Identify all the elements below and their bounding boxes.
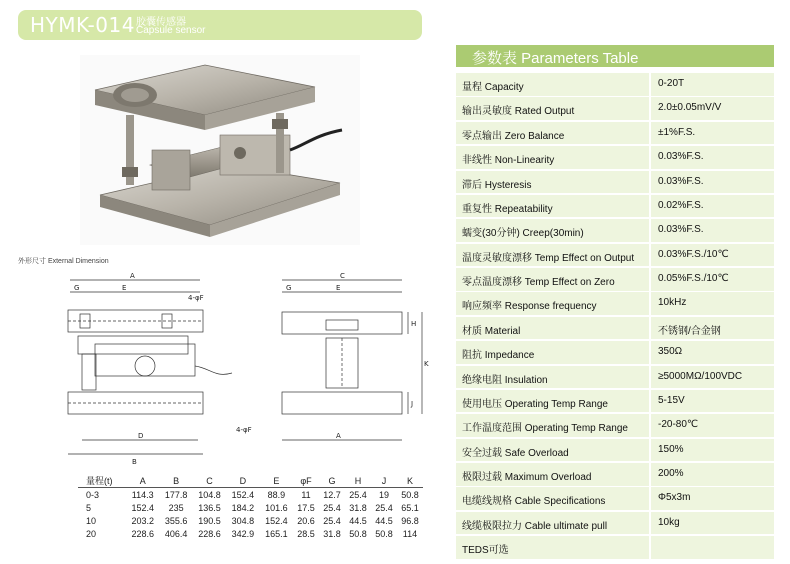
table-cell: 228.6: [131, 528, 154, 539]
side-dim-label-k: K: [424, 360, 429, 368]
product-photo: [80, 55, 360, 245]
table-cell: 11: [301, 489, 311, 500]
param-value: Φ5x3m: [658, 492, 691, 504]
param-value: 0.03%F.S.: [658, 175, 704, 187]
model-number: HYMK-014: [30, 13, 135, 37]
param-row-creep: [456, 219, 774, 242]
table-cell: 31.8: [323, 528, 341, 539]
param-value: ≥5000MΩ/100VDC: [658, 370, 743, 382]
column-divider: [649, 341, 651, 364]
param-label: 材质 Material: [462, 325, 521, 337]
param-value: 不锈钢/合金钢: [658, 325, 721, 337]
column-divider: [649, 536, 651, 559]
col-header: E: [273, 475, 280, 486]
table-cell: 50.8: [375, 528, 393, 539]
param-label: 量程 Capacity: [462, 82, 524, 93]
param-row-zero-balance: [456, 122, 774, 145]
side-view: [282, 272, 429, 440]
side-dim-label-a: A: [336, 432, 341, 440]
param-label: 非线性 Non-Linearity: [462, 155, 555, 167]
dim-label-phif-top: 4-φF: [188, 294, 204, 302]
param-label: 输出灵敏度 Rated Output: [462, 106, 575, 118]
column-divider: [649, 390, 651, 413]
table-cell: 10: [86, 515, 97, 526]
param-row-response-frequency: [456, 292, 774, 315]
col-header: K: [406, 475, 413, 486]
table-cell: 152.4: [131, 502, 154, 513]
table-cell: 104.8: [198, 489, 221, 500]
table-cell: 28.5: [297, 528, 315, 539]
table-cell: 65.1: [401, 502, 419, 513]
table-cell: 235: [168, 502, 184, 513]
col-header: B: [173, 475, 180, 486]
param-label: 线缆极限拉力 Cable ultimate pull: [462, 520, 608, 532]
param-row-operating-temp: [456, 414, 774, 437]
col-header: J: [381, 475, 387, 486]
front-view: [68, 272, 252, 466]
column-divider: [649, 219, 651, 242]
technical-drawing: [60, 268, 430, 468]
table-cell: 406.4: [164, 528, 188, 539]
column-divider: [649, 414, 651, 437]
param-row-repeatability: [456, 195, 774, 218]
param-label: 极限过载 Maximum Overload: [462, 472, 592, 483]
table-cell: 50.8: [349, 528, 367, 539]
table-cell: 152.4: [265, 515, 288, 526]
column-divider: [649, 366, 651, 389]
column-divider: [649, 292, 651, 315]
param-value: 350Ω: [658, 346, 683, 358]
external-dimension-label: 外形尺寸 External Dimension: [18, 258, 109, 265]
column-divider: [649, 439, 651, 462]
table-cell: 25.4: [323, 502, 341, 513]
parameters-table-title: 参数表 Parameters Table: [472, 50, 639, 67]
dim-label-g: G: [74, 284, 80, 292]
param-value: -20-80℃: [658, 419, 699, 431]
table-cell: 355.6: [164, 515, 188, 526]
table-cell: 114.3: [131, 489, 154, 500]
param-row-cable-ultimate-pull: [456, 512, 774, 535]
table-cell: 114: [402, 528, 418, 539]
table-cell: 44.5: [349, 515, 367, 526]
param-value: ±1%F.S.: [658, 126, 696, 138]
param-row-impedance: [456, 341, 774, 364]
table-cell: 96.8: [401, 515, 419, 526]
col-header: C: [206, 475, 213, 486]
title-banner: [18, 10, 422, 40]
dim-label-phif-bottom: 4-φF: [236, 426, 252, 434]
column-divider: [649, 487, 651, 510]
product-title-en: Capsule sensor: [136, 25, 206, 36]
dimension-table-header: [78, 474, 423, 488]
side-dim-label-c: C: [340, 272, 345, 280]
table-cell: 25.4: [375, 502, 393, 513]
param-label: 绝缘电阻 Insulation: [462, 374, 548, 386]
table-cell: 101.6: [265, 502, 288, 513]
table-cell: 5: [86, 502, 92, 513]
param-label: 响应频率 Response frequency: [462, 301, 597, 313]
table-row: [78, 488, 423, 502]
table-cell: 165.1: [265, 528, 288, 539]
side-dim-label-e: E: [336, 284, 341, 292]
col-header: A: [139, 475, 146, 486]
param-label: 零点温度漂移 Temp Effect on Zero: [462, 277, 615, 288]
table-cell: 0-3: [86, 489, 100, 500]
param-label: 温度灵敏度漂移 Temp Effect on Output: [462, 252, 635, 264]
param-row-insulation: [456, 366, 774, 389]
param-row-capacity: [456, 73, 774, 96]
parameters-table-title-bar: [456, 45, 774, 67]
column-divider: [649, 122, 651, 145]
param-label: 阻抗 Impedance: [462, 350, 535, 362]
param-value: 0.03%F.S./10℃: [658, 248, 729, 260]
table-cell: 184.2: [231, 502, 255, 513]
dimension-table: [78, 474, 423, 540]
param-value: 0.05%F.S./10℃: [658, 273, 729, 284]
param-label: 零点输出 Zero Balance: [462, 130, 565, 142]
table-cell: 25.4: [323, 515, 341, 526]
column-divider: [649, 244, 651, 267]
column-divider: [649, 73, 651, 96]
table-cell: 12.7: [323, 489, 341, 500]
param-label: 重复性 Repeatability: [462, 203, 553, 215]
param-label: 使用电压 Operating Temp Range: [462, 398, 608, 410]
parameters-table: [456, 73, 774, 561]
table-cell: 44.5: [375, 515, 393, 526]
side-dim-label-h: H: [411, 320, 417, 328]
param-value: 2.0±0.05mV/V: [658, 102, 722, 114]
table-row: [78, 527, 423, 540]
param-row-hysteresis: [456, 171, 774, 194]
param-row-teds: [456, 536, 774, 559]
param-row-cable-specifications: [456, 487, 774, 510]
product-title-cn: 胶囊传感器: [136, 17, 186, 28]
param-value: 150%: [658, 443, 684, 455]
param-value: 5-15V: [658, 394, 685, 406]
column-divider: [649, 171, 651, 194]
table-cell: 203.2: [131, 515, 154, 526]
table-cell: 17.5: [297, 502, 315, 513]
table-cell: 50.8: [401, 489, 419, 500]
table-cell: 177.8: [164, 489, 188, 500]
table-cell: 342.9: [231, 528, 255, 539]
param-value: 0.03%F.S.: [658, 151, 704, 163]
param-row-material: [456, 317, 774, 340]
dim-label-e: E: [122, 284, 127, 292]
table-cell: 304.8: [231, 515, 255, 526]
table-cell: 88.9: [267, 489, 286, 500]
table-cell: 20: [86, 528, 97, 539]
param-row-temp-effect-output: [456, 244, 774, 267]
param-value: 10kg: [658, 516, 680, 528]
param-row-temp-effect-zero: [456, 268, 774, 291]
col-header: H: [354, 475, 362, 486]
param-value: 0-20T: [658, 78, 685, 89]
param-row-operating-voltage: [456, 390, 774, 413]
param-label: 电缆线规格 Cable Specifications: [462, 496, 606, 508]
side-dim-label-j: J: [411, 400, 414, 408]
table-cell: 20.6: [297, 515, 315, 526]
column-divider: [649, 512, 651, 535]
table-cell: 190.5: [198, 515, 221, 526]
param-row-rated-output: [456, 97, 774, 120]
column-divider: [649, 463, 651, 486]
dim-label-a: A: [130, 272, 135, 280]
param-value: 200%: [658, 468, 684, 479]
param-label: 安全过载 Safe Overload: [462, 447, 569, 459]
dim-label-b: B: [132, 458, 137, 466]
col-header: D: [239, 475, 247, 486]
col-header: φF: [300, 475, 312, 486]
param-value: 10kHz: [658, 297, 687, 309]
param-label: 蠕变(30分钟) Creep(30min): [462, 228, 584, 240]
param-label: TEDS可选: [462, 545, 509, 557]
side-dim-label-g: G: [286, 284, 292, 292]
param-row-safe-overload: [456, 439, 774, 462]
param-row-maximum-overload: [456, 463, 774, 486]
col-header: G: [328, 475, 336, 486]
column-divider: [649, 97, 651, 120]
column-divider: [649, 195, 651, 218]
param-value: 0.02%F.S.: [658, 199, 704, 211]
param-row-non-linearity: [456, 146, 774, 169]
col-header: 量程(t): [86, 476, 113, 486]
param-value: 0.03%F.S.: [658, 224, 704, 236]
column-divider: [649, 268, 651, 291]
table-cell: 136.5: [198, 502, 221, 513]
table-cell: 228.6: [198, 528, 221, 539]
load-cell-illustration: [80, 55, 360, 245]
param-label: 滞后 Hysteresis: [462, 179, 532, 191]
table-cell: 25.4: [349, 489, 367, 500]
column-divider: [649, 146, 651, 169]
table-cell: 152.4: [231, 489, 255, 500]
column-divider: [649, 317, 651, 340]
table-row: [78, 501, 423, 514]
param-label: 工作温度范围 Operating Temp Range: [462, 423, 628, 435]
dim-label-d: D: [138, 432, 144, 440]
table-row: [78, 514, 423, 527]
table-cell: 31.8: [349, 502, 367, 513]
table-cell: 19: [378, 489, 389, 500]
